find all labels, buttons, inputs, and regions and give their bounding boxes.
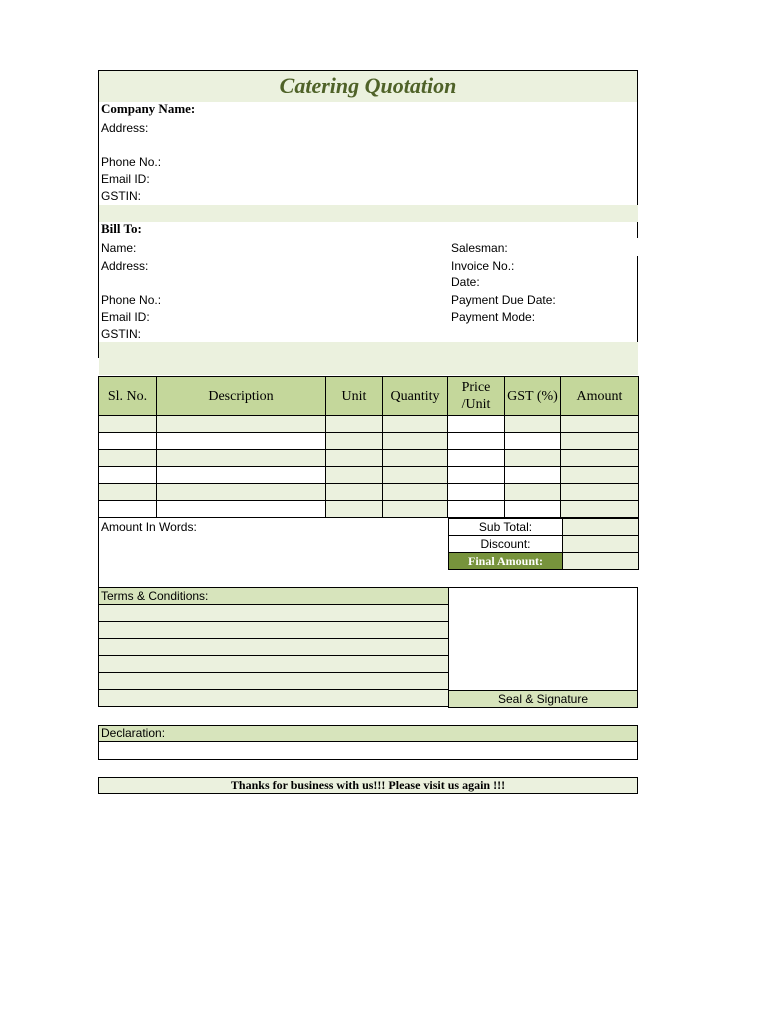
payment-mode-label: Payment Mode: xyxy=(451,310,536,324)
table-cell[interactable] xyxy=(326,467,383,484)
table-cell[interactable] xyxy=(383,501,448,518)
list-item xyxy=(99,622,449,639)
bill-to-heading: Bill To: xyxy=(101,221,142,236)
table-cell[interactable] xyxy=(383,433,448,450)
terms-line[interactable] xyxy=(99,605,449,622)
table-cell[interactable] xyxy=(99,433,157,450)
terms-header-row xyxy=(99,588,449,605)
terms-table xyxy=(98,587,449,707)
table-cell[interactable] xyxy=(326,484,383,501)
table-cell[interactable] xyxy=(99,467,157,484)
bill-to-phone-label: Phone No.: xyxy=(101,293,162,307)
table-cell[interactable] xyxy=(561,433,639,450)
list-item xyxy=(99,639,449,656)
terms-line[interactable] xyxy=(99,622,449,639)
table-cell[interactable] xyxy=(383,467,448,484)
list-item xyxy=(99,673,449,690)
totals-table xyxy=(448,518,639,570)
table-cell[interactable] xyxy=(326,501,383,518)
table-cell[interactable] xyxy=(99,501,157,518)
salesman-label: Salesman: xyxy=(451,241,508,255)
sub-total-label: Sub Total: xyxy=(449,519,563,536)
bill-to-email-label: Email ID: xyxy=(101,310,150,324)
upper-bottom-band xyxy=(99,342,638,375)
items-table xyxy=(98,376,639,518)
company-gstin-label: GSTIN: xyxy=(101,189,142,203)
final-amount-row xyxy=(449,553,639,570)
table-cell[interactable] xyxy=(383,416,448,433)
col-header-unit: Unit xyxy=(326,377,383,416)
terms-line[interactable] xyxy=(99,639,449,656)
list-item xyxy=(99,656,449,673)
seal-signature-label: Seal & Signature xyxy=(448,690,638,708)
table-row xyxy=(99,450,639,467)
company-phone-label: Phone No.: xyxy=(101,155,162,169)
bill-to-address-label: Address: xyxy=(101,259,149,273)
table-cell[interactable] xyxy=(326,416,383,433)
items-header-row xyxy=(99,377,639,416)
table-cell[interactable] xyxy=(505,484,561,501)
declaration-label: Declaration: xyxy=(98,725,638,742)
table-cell[interactable] xyxy=(505,467,561,484)
date-label: Date: xyxy=(451,275,480,289)
final-amount-value[interactable] xyxy=(563,553,639,570)
declaration-box[interactable] xyxy=(98,741,638,760)
table-cell[interactable] xyxy=(99,416,157,433)
table-row xyxy=(99,467,639,484)
company-name-label: Company Name: xyxy=(101,101,196,116)
table-cell[interactable] xyxy=(383,484,448,501)
company-address-label: Address: xyxy=(101,121,149,135)
table-cell[interactable] xyxy=(157,416,326,433)
table-cell[interactable] xyxy=(99,450,157,467)
table-cell[interactable] xyxy=(561,450,639,467)
table-cell[interactable] xyxy=(157,433,326,450)
company-email-label: Email ID: xyxy=(101,172,150,186)
table-cell[interactable] xyxy=(448,416,505,433)
list-item xyxy=(99,690,449,707)
list-item xyxy=(99,605,449,622)
col-header-gst: GST (%) xyxy=(505,377,561,416)
col-header-description: Description xyxy=(157,377,326,416)
terms-label: Terms & Conditions: xyxy=(99,588,449,605)
table-cell[interactable] xyxy=(157,467,326,484)
sub-total-row xyxy=(449,519,639,536)
discount-label: Discount: xyxy=(449,536,563,553)
discount-row xyxy=(449,536,639,553)
amount-in-words-label: Amount In Words: xyxy=(101,520,197,534)
table-cell[interactable] xyxy=(157,501,326,518)
table-cell[interactable] xyxy=(157,450,326,467)
col-header-price-unit: Price /Unit xyxy=(448,377,505,416)
upper-left-border xyxy=(98,102,99,358)
table-cell[interactable] xyxy=(448,467,505,484)
col-header-quantity: Quantity xyxy=(383,377,448,416)
bill-to-name-label: Name: xyxy=(101,241,137,255)
table-cell[interactable] xyxy=(448,484,505,501)
table-row xyxy=(99,484,639,501)
table-cell[interactable] xyxy=(99,484,157,501)
table-cell[interactable] xyxy=(505,433,561,450)
table-cell[interactable] xyxy=(505,501,561,518)
separator-band xyxy=(99,205,638,222)
table-cell[interactable] xyxy=(448,450,505,467)
table-cell[interactable] xyxy=(448,501,505,518)
page-title: Catering Quotation xyxy=(279,73,457,98)
invoice-no-label: Invoice No.: xyxy=(451,259,515,273)
payment-due-date-label: Payment Due Date: xyxy=(451,293,556,307)
table-cell[interactable] xyxy=(561,416,639,433)
discount-value[interactable] xyxy=(563,536,639,553)
table-cell[interactable] xyxy=(326,433,383,450)
table-cell[interactable] xyxy=(505,450,561,467)
table-cell[interactable] xyxy=(383,450,448,467)
table-cell[interactable] xyxy=(561,501,639,518)
terms-line[interactable] xyxy=(99,690,449,707)
table-row xyxy=(99,416,639,433)
bill-to-gstin-label: GSTIN: xyxy=(101,327,142,341)
table-row xyxy=(99,433,639,450)
col-header-sl-no: Sl. No. xyxy=(99,377,157,416)
col-header-amount: Amount xyxy=(561,377,639,416)
table-cell[interactable] xyxy=(326,450,383,467)
sub-total-value[interactable] xyxy=(563,519,639,536)
table-cell[interactable] xyxy=(448,433,505,450)
terms-line[interactable] xyxy=(99,673,449,690)
table-cell[interactable] xyxy=(505,416,561,433)
table-cell[interactable] xyxy=(157,484,326,501)
final-amount-label: Final Amount: xyxy=(449,553,563,570)
table-cell[interactable] xyxy=(561,484,639,501)
table-row xyxy=(99,501,639,518)
footer-message: Thanks for business with us!!! Please visit us again !!! xyxy=(98,777,638,794)
table-cell[interactable] xyxy=(561,467,639,484)
terms-line[interactable] xyxy=(99,656,449,673)
